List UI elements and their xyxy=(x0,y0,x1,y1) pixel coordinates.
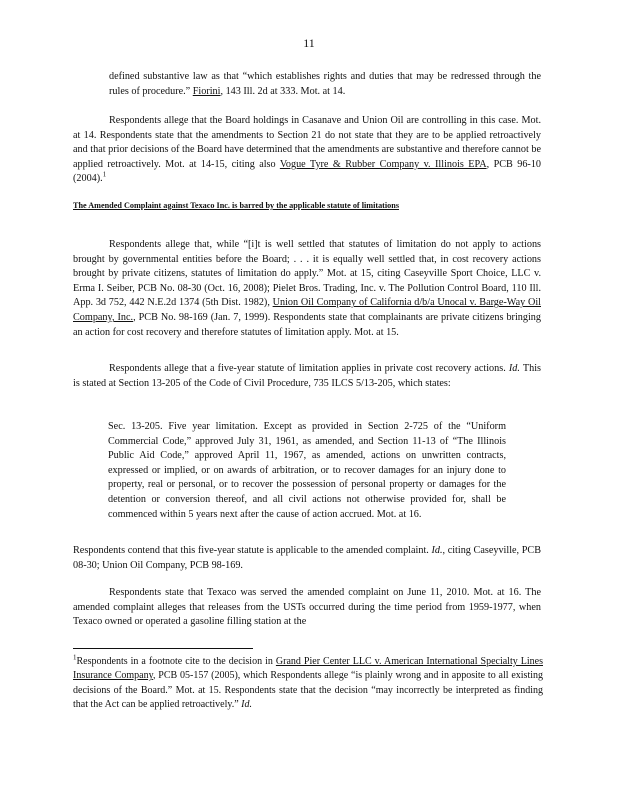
footnote-marker: 1 xyxy=(73,653,77,662)
case-citation: Vogue Tyre & Rubber Company v. Illinois EPA xyxy=(279,158,487,170)
footnote-reference: 1 xyxy=(102,170,107,179)
paragraph-texaco-served: Respondents state that Texaco was served the amended complaint on June 11, 2010. Mot. at 16. The amended complaint alleges that releases from the USTs occurred during the time period from 1959-1977, when Texaco owned or operated a gasoline filling station at the xyxy=(73,587,541,628)
paragraph-five-year-statute: Respondents allege that a five-year statute of limitation applies in private cost recovery actions. Id. This is stated at Section 13-205 of the Code of Civil Procedure, 735 ILCS 5/13-205, which states: xyxy=(73,363,541,389)
paragraph-statute-of-limitations: Respondents allege that, while “[i]t is well settled that statutes of limitation do not apply to actions brought by governmental entities before the Board; . . . it is equally well settled that, in cost recovery actions brought by private citizens, statutes of limitation do apply.” Mot. at 15, citing Caseyville Sport Choice, LLC v. Erma I. Seiber, PCB No. 08-30 (Oct. 16, 2008); Pielet Bros. Trading, Inc. v. The Pollution Control Board, 110 Ill. App. 3d 752, 442 N.E.2d 1374 (5th Dist. 1982), Union Oil Company of California d/b/a Unocal v. Barge-Way Oil Company, Inc., PCB No. 98-169 (Jan. 7, 1999). Respondents state that complainants are private citizens bringing an action for cost recovery and therefore statutes of limitation apply. Mot. at 15. xyxy=(73,239,541,338)
case-citation: Fiorini xyxy=(192,85,221,97)
paragraph-substantive-law: defined substantive law as that “which establishes rights and duties that may be redressed through the rules of procedure.” Fiorini, 143 Ill. 2d at 333. Mot. at 14. xyxy=(109,71,541,97)
section-heading: The Amended Complaint against Texaco Inc. is barred by the applicable statute of limitations xyxy=(73,201,400,210)
paragraph-board-holdings: Respondents allege that the Board holdings in Casanave and Union Oil are controlling in this case. Mot. at 14. Respondents state that the amendments to Section 21 do not state that they are to be applied retroactively and that prior decisions of the Board have determined that the amendments are substantive and therefore cannot be applied retroactively. Mot. at 14-15, citing also Vogue Tyre & Rubber Company v. Illinois EPA, PCB 96-10 (2004).$^1$ xyxy=(73,115,542,185)
paragraph-respondents-contend: Respondents contend that this five-year statute is applicable to the amended complaint. Id., citing Caseyville, PCB 08-30; Union Oil Company, PCB 98-169. xyxy=(73,545,541,571)
block-quote-section-13-205: Sec. 13-205. Five year limitation. Except as provided in Section 2-725 of the “Uniform Commercial Code,” approved July 31, 1961, as amended, and Section 11-13 of “The Illinois Public Aid Code,” approved April 11, 1967, as amended, actions on unwritten contracts, expressed or implied, or on awards of arbitration, or to recover damages for an injury done to property, real or personal, or to recover the possession of personal property or damages for the detention or conversion thereof, and all civil actions not otherwise provided for, shall be commenced within 5 years next after the cause of action accrued. Mot. at 16. xyxy=(108,421,506,520)
case-citation: Grand Pier Center LLC v. American International Specialty Lines Insurance Company xyxy=(73,656,543,682)
footnote-divider xyxy=(73,648,253,649)
footnote: $^1$Respondents in a footnote cite to the decision in Grand Pier Center LLC v. American International Specialty Lines Insurance Company, PCB 05-157 (2005), which Respondents allege “is plainly wrong and in apposite to all existing decisions of the Board.” Mot. at 15. Respondents state that the decision “may incorrectly be interpreted as finding that the Act can be applied retroactively.” Id. xyxy=(73,653,543,711)
page-number: 11 xyxy=(303,36,315,50)
case-citation: Union Oil Company of California d/b/a Unocal v. Barge-Way Oil Company, Inc. xyxy=(73,297,541,323)
